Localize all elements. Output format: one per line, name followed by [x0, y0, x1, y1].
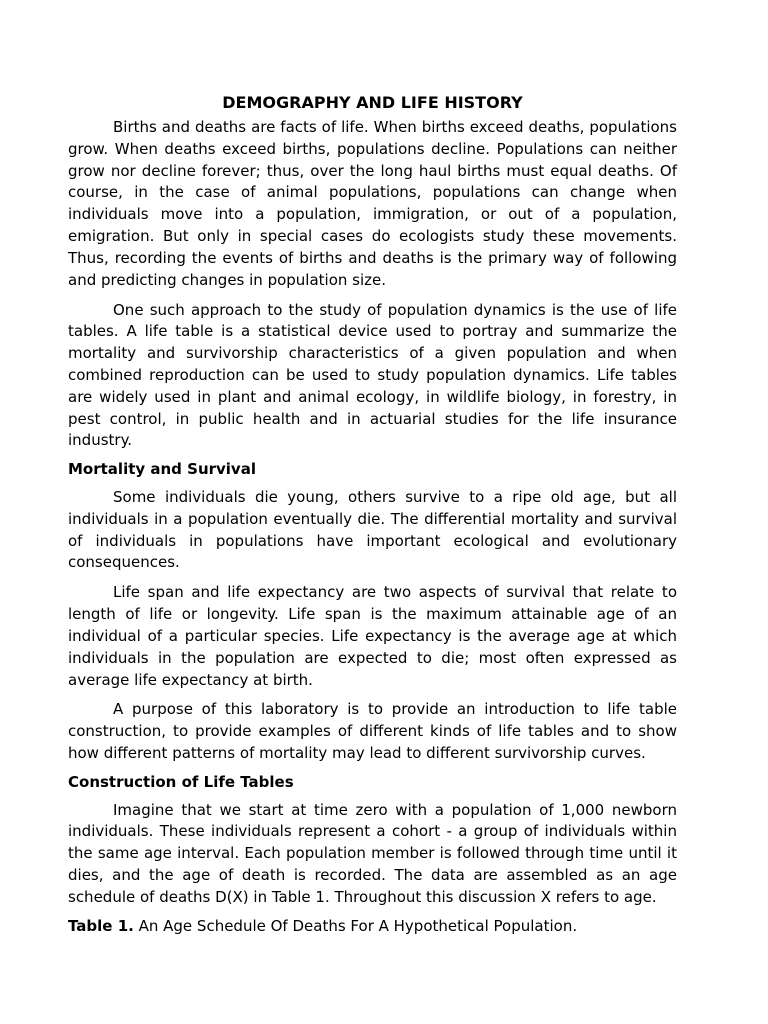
table-caption-label: Table 1. [68, 916, 134, 935]
table-caption-text: An Age Schedule Of Deaths For A Hypothetical Population. [133, 916, 578, 935]
section-heading-construction: Construction of Life Tables [68, 772, 294, 791]
construction-paragraph-1: Imagine that we start at time zero with a population of 1,000 newborn individuals. These individuals represent a cohort - a group of individuals within the same age interval. Each population member is followed through time until it dies, and the age of death is recorded. The data are assembled as an age schedule of deaths D(X) in Table 1. Throughout this discussion X refers to age. [68, 800, 677, 906]
mortality-paragraph-1: Some individuals die young, others survive to a ripe old age, but all individuals in a population eventually die. The differential mortality and survival of individuals in populations have important ecological and evolutionary consequences. [68, 487, 677, 572]
section-heading-mortality: Mortality and Survival [68, 460, 256, 479]
mortality-paragraph-2: Life span and life expectancy are two aspects of survival that relate to length of life or longevity. Life span is the maximum attainable age of an individual of a particular species. Life expectancy is the average age at which individuals in the population are expected to die; most often expressed as average life expectancy at birth. [68, 583, 677, 689]
document-page [68, 92, 677, 937]
document-title: DEMOGRAPHY AND LIFE HISTORY [222, 93, 523, 112]
intro-paragraph-1: Births and deaths are facts of life. When births exceed deaths, populations grow. When deaths exceed births, populations decline. Populations can neither grow nor decline forever; thus, over the long haul births must equal deaths. Of course, in the case of animal populations, populations can change when individuals move into a population, immigration, or out of a population, emigration. But only in special cases do ecologists study these movements. Thus, recording the events of births and deaths is the primary way of following and predicting changes in population size. [68, 118, 677, 289]
intro-paragraph-2: One such approach to the study of population dynamics is the use of life tables. A life table is a statistical device used to portray and summarize the mortality and survivorship characteristics of a given population and when combined reproduction can be used to study population dynamics. Life tables are widely used in plant and animal ecology, in wildlife biology, in forestry, in pest control, in public health and in actuarial studies for the life insurance industry. [68, 300, 677, 450]
mortality-paragraph-3: A purpose of this laboratory is to provide an introduction to life table construction, to provide examples of different kinds of life tables and to show how different patterns of mortality may lead to different survivorship curves. [68, 700, 677, 763]
table-caption [68, 916, 677, 938]
